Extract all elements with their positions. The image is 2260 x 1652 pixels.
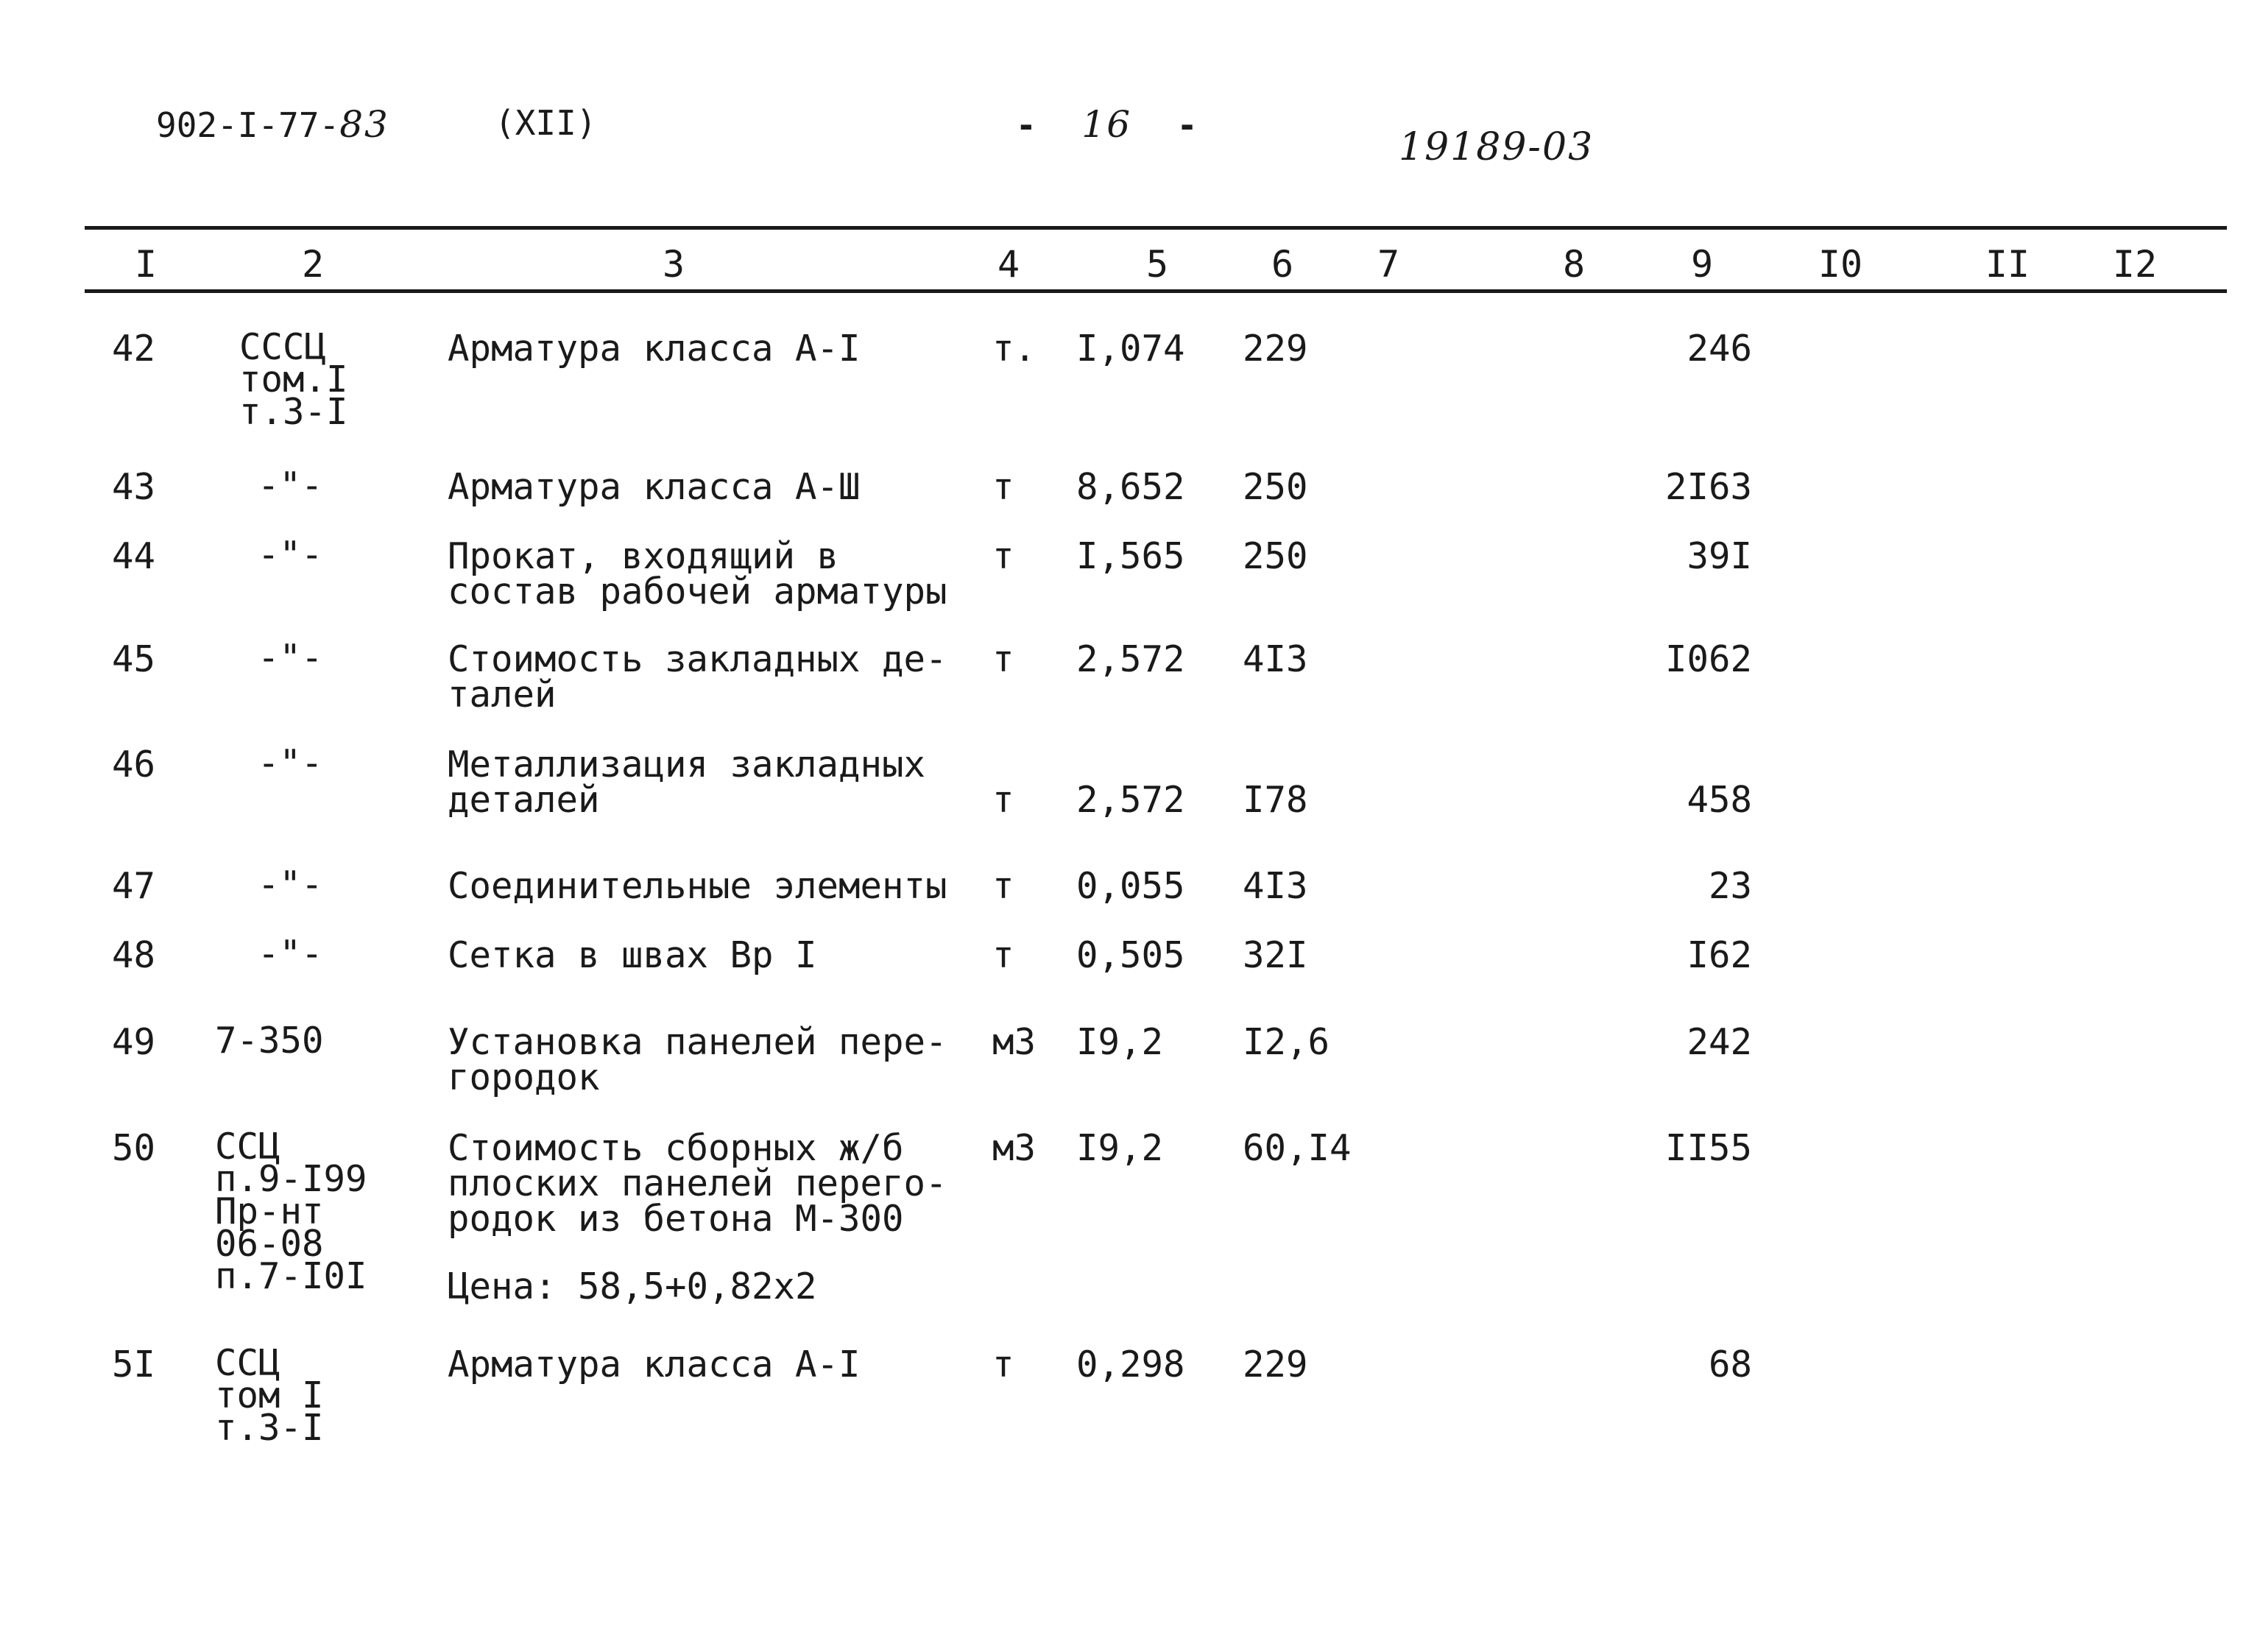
- reference-code: ССЦ п.9-I99 Пр-нт 06-08 п.7-I0I: [215, 1126, 367, 1297]
- document-code-handwritten: 83: [339, 103, 389, 146]
- unit-price: I78: [1243, 779, 1308, 821]
- reference-code: -"-: [258, 465, 323, 506]
- unit: т: [992, 1344, 1014, 1386]
- column-number: I: [134, 243, 158, 286]
- unit: т: [992, 865, 1014, 907]
- row-number: 5I: [112, 1344, 156, 1386]
- column-number: 3: [662, 243, 685, 286]
- row-number: 43: [112, 466, 156, 508]
- item-name: Соединительные элементы: [448, 865, 947, 907]
- column-number: I0: [1818, 243, 1863, 286]
- total-cost: 458: [1687, 779, 1752, 821]
- quantity: 0,505: [1076, 934, 1185, 976]
- table-top-rule: [85, 226, 2227, 230]
- unit-price: 4I3: [1243, 638, 1308, 680]
- unit-price: 229: [1243, 1344, 1308, 1386]
- reference-code: ССЦ том I т.3-I: [215, 1342, 324, 1449]
- row-number: 46: [112, 744, 156, 786]
- page-number: [1016, 103, 1197, 146]
- column-number: 5: [1145, 243, 1169, 286]
- column-number: I2: [2112, 243, 2158, 286]
- total-cost: 242: [1687, 1021, 1752, 1063]
- reference-code: -"-: [258, 534, 323, 576]
- item-name: Арматура класса А-I: [448, 328, 861, 370]
- unit-price: 60,I4: [1243, 1127, 1352, 1169]
- total-cost: 246: [1687, 328, 1752, 370]
- unit: м3: [992, 1021, 1037, 1063]
- quantity: 2,572: [1076, 779, 1185, 821]
- quantity: 2,572: [1076, 638, 1185, 680]
- total-cost: 2I63: [1664, 466, 1752, 508]
- column-number: 9: [1690, 243, 1714, 286]
- quantity: I9,2: [1076, 1127, 1164, 1169]
- column-number: 6: [1271, 243, 1294, 286]
- column-number: 4: [997, 243, 1020, 286]
- row-number: 42: [112, 328, 156, 370]
- section-number: (XII): [495, 103, 597, 143]
- unit-price: 229: [1243, 328, 1308, 370]
- total-cost: I62: [1687, 934, 1752, 976]
- quantity: 8,652: [1076, 466, 1185, 508]
- quantity: 0,298: [1076, 1344, 1185, 1386]
- document-code: [156, 103, 389, 146]
- total-cost: 39I: [1687, 535, 1752, 577]
- archive-number: 19189-03: [1399, 125, 1595, 169]
- quantity: 0,055: [1076, 865, 1185, 907]
- total-cost: 23: [1708, 865, 1752, 907]
- item-name: Стоимость закладных де- талей: [448, 638, 947, 716]
- unit-price: 32I: [1243, 934, 1308, 976]
- unit: т: [992, 779, 1014, 821]
- page-number-suffix: -: [1176, 105, 1198, 145]
- item-name: Арматура класса А-Ш: [448, 466, 861, 508]
- column-number: II: [1985, 243, 2030, 286]
- column-number: 8: [1562, 243, 1586, 286]
- item-name: Установка панелей пере- городок: [448, 1021, 947, 1098]
- reference-code: -"-: [258, 742, 323, 784]
- quantity: I9,2: [1076, 1021, 1164, 1063]
- unit: т: [992, 638, 1014, 680]
- total-cost: 68: [1708, 1344, 1752, 1386]
- unit-price: 4I3: [1243, 865, 1308, 907]
- price-note: Цена: 58,5+0,82x2: [448, 1266, 817, 1307]
- reference-code: -"-: [258, 637, 323, 679]
- table-header-rule: [85, 289, 2227, 293]
- column-number: 7: [1377, 243, 1400, 286]
- unit: т: [992, 535, 1014, 577]
- document-code-typed: 902-I-77-: [156, 105, 340, 145]
- item-name: Арматура класса А-I: [448, 1344, 861, 1386]
- row-number: 44: [112, 535, 156, 577]
- item-name: Сетка в швах Вр I: [448, 934, 817, 976]
- item-name: Прокат, входящий в состав рабочей арматуры: [448, 535, 947, 613]
- reference-code: -"-: [258, 864, 323, 906]
- row-number: 49: [112, 1021, 156, 1063]
- page-number-value: 16: [1081, 103, 1132, 146]
- total-cost: I062: [1664, 638, 1752, 680]
- quantity: I,565: [1076, 535, 1185, 577]
- row-number: 48: [112, 934, 156, 976]
- unit: м3: [992, 1127, 1037, 1169]
- row-number: 50: [112, 1127, 156, 1169]
- total-cost: II55: [1664, 1127, 1752, 1169]
- reference-code: 7-350: [215, 1020, 324, 1062]
- item-name: Металлизация закладных деталей: [448, 744, 926, 821]
- unit-price: 250: [1243, 466, 1308, 508]
- column-number: 2: [301, 243, 325, 286]
- reference-code: -"-: [258, 933, 323, 975]
- row-number: 47: [112, 865, 156, 907]
- row-number: 45: [112, 638, 156, 680]
- unit: т.: [992, 328, 1037, 370]
- item-name: Стоимость сборных ж/б плоских панелей перего- родок из бетона М-300: [448, 1127, 947, 1240]
- unit-price: 250: [1243, 535, 1308, 577]
- unit: т: [992, 934, 1014, 976]
- page-number-prefix: -: [1016, 105, 1037, 145]
- unit: т: [992, 466, 1014, 508]
- reference-code: СССЦ том.I т.3-I: [239, 326, 348, 433]
- quantity: I,074: [1076, 328, 1185, 370]
- unit-price: I2,6: [1243, 1021, 1330, 1063]
